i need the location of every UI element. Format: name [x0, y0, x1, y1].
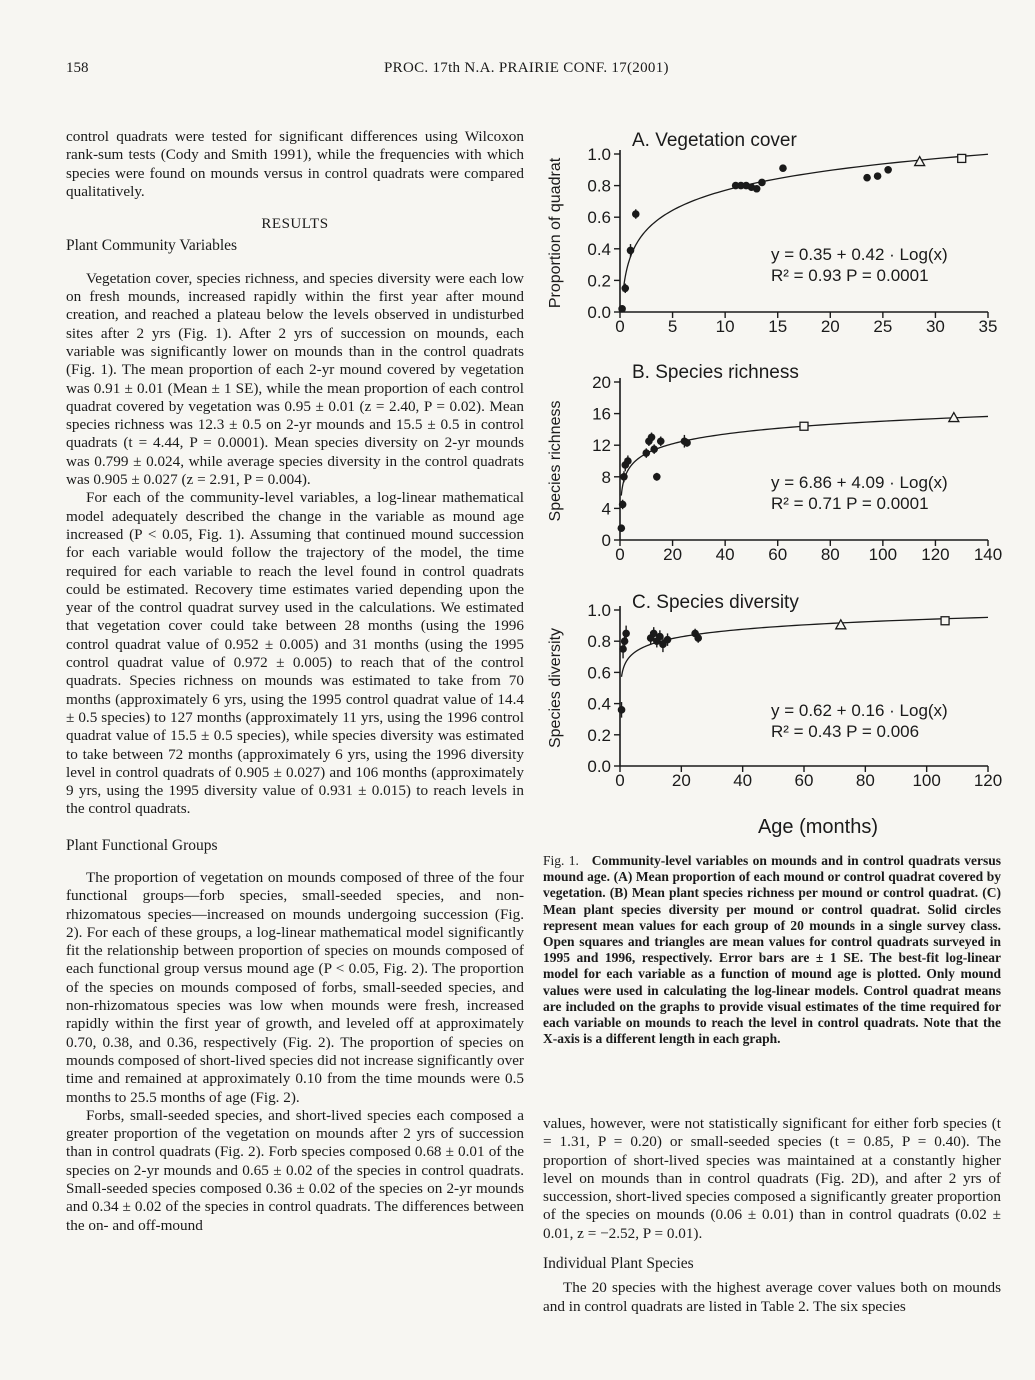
panel-2-y-tick-label: 0.4	[587, 694, 611, 714]
panel-0-title: A. Vegetation cover	[632, 130, 797, 151]
panel-2-y-tick-label: 0.0	[587, 757, 611, 776]
panel-1-x-tick-label: 0	[615, 545, 625, 564]
panel-2-x-tick-label: 120	[973, 771, 1003, 790]
panel-2-mound-point	[694, 634, 702, 642]
panel-1-control-1995-square	[800, 422, 808, 430]
panel-1-mound-point	[620, 473, 628, 481]
intro-paragraph: control quadrats were tested for significant differences using Wilcoxon rank-sum tests (Cody and Smith 1991), while the frequencies with which species were found on mounds versus in control quadrats were compared qualitatively.	[66, 128, 524, 200]
community-paragraph-1: Vegetation cover, species richness, and species diversity were each low on fresh mounds, increased rapidly within the first year after mound creation, and reached a plateau below the levels observed in undisturbed sites after 2 yrs (Fig. 1). After 2 yrs of succession on mounds, each variable was significantly lower on mounds than in the control quadrats (Fig. 1). The mean proportion of each 2-yr mound covered by vegetation was 0.91 ± 0.01 (Mean ± 1 SE), while the mean proportion of each control quadrat covered by vegetation was 0.95 ± 0.01 (z = 2.40, P = 0.02). Mean species richness was 12.3 ± 0.5 on 2-yr mounds and 15.5 ± 0.5 in control quadrats (t = 4.44, P = 0.0001). Mean species diversity on 2-yr mounds was 0.799 ± 0.024, while average species diversity in the control quadrats was 0.905 ± 0.027 (z = 2.91, P = 0.004).	[66, 269, 524, 489]
page-number: 158	[66, 60, 89, 76]
panel-2-mound-point	[622, 630, 630, 638]
functional-paragraph-2: Forbs, small-seeded species, and short-lived species each composed a greater proportion of the vegetation on mounds after 2 yrs of succession than in control quadrats (Fig. 2). Forb species composed 0.68 ± 0.01 of the species on 2-yr mounds and 0.65 ± 0.02 of the species in control quadrats. Small-seeded species composed 0.36 ± 0.02 of the species on 2-yr mounds and 0.34 ± 0.02 of the species in control quadrats. The differences between the on- and off-mound	[66, 1106, 524, 1234]
individual-heading: Individual Plant Species	[543, 1255, 694, 1273]
panel-1-y-tick-label: 8	[601, 467, 611, 487]
panel-1-stats: R² = 0.71 P = 0.0001	[771, 494, 929, 513]
panel-1-x-tick-label: 60	[768, 545, 788, 564]
panel-1-x-tick-label: 140	[973, 545, 1003, 564]
panel-2-equation: y = 0.62 + 0.16 · Log(x)	[771, 701, 948, 720]
panel-1-x-tick-label: 20	[663, 545, 683, 564]
panel-0-equation: y = 0.35 + 0.42 · Log(x)	[771, 245, 948, 264]
panel-1-mound-point	[657, 437, 665, 445]
panel-0-y-tick-label: 0.2	[587, 271, 611, 291]
panel-2-mound-point	[664, 636, 672, 644]
panel-0-mound-point	[618, 305, 626, 313]
panel-0-mound-point	[779, 164, 787, 172]
figure-caption	[543, 853, 1001, 1047]
panel-0-y-tick-label: 0.4	[587, 239, 611, 259]
panel-1-mound-point	[619, 501, 627, 509]
panel-1-y-tick-label: 0	[601, 531, 611, 550]
panel-1-y-tick-label: 12	[592, 436, 611, 456]
panel-1-mound-point	[683, 439, 691, 447]
panel-2-title: C. Species diversity	[632, 592, 799, 613]
figure-1	[538, 120, 1008, 850]
community-heading: Plant Community Variables	[66, 237, 238, 255]
caption-label: Fig. 1.	[543, 853, 579, 868]
panel-1-y-tick-label: 20	[592, 373, 611, 392]
right-column	[543, 1115, 1001, 1316]
panel-1-y-tick-label: 16	[592, 404, 611, 424]
panel-1-x-tick-label: 100	[868, 545, 898, 564]
panel-0-x-tick-label: 25	[873, 317, 893, 336]
panel-0-mound-point	[632, 210, 640, 218]
panel-2-y-tick-label: 0.2	[587, 725, 611, 745]
panel-0-control-1995-square	[958, 154, 966, 162]
panel-1-title: B. Species richness	[632, 362, 799, 383]
panel-0-y-tick-label: 0.8	[587, 176, 611, 196]
panel-2-x-tick-label: 0	[615, 771, 625, 790]
panel-1-y-axis-label: Species richness	[547, 400, 564, 522]
panel-0-mound-point	[874, 172, 882, 180]
panel-2-x-tick-label: 80	[855, 771, 875, 790]
panel-0-x-tick-label: 15	[768, 317, 788, 336]
panel-0-x-tick-label: 30	[925, 317, 945, 336]
panel-1-equation: y = 6.86 + 4.09 · Log(x)	[771, 473, 948, 492]
panel-1-x-tick-label: 120	[921, 545, 950, 564]
panel-2-stats: R² = 0.43 P = 0.006	[771, 722, 920, 741]
panel-0-x-tick-label: 0	[615, 317, 625, 336]
panel-2-mound-point	[618, 706, 626, 714]
panel-0-x-tick-label: 5	[667, 317, 678, 336]
panel-2-model-curve	[622, 617, 988, 676]
panel-1-mound-point	[650, 445, 658, 453]
panel-2-y-tick-label: 1.0	[587, 601, 611, 620]
panel-0-mound-point	[753, 185, 761, 193]
panel-0-x-tick-label: 35	[978, 317, 998, 336]
panel-2-x-tick-label: 40	[733, 771, 753, 790]
panel-2-control-1996-triangle	[836, 620, 846, 629]
panel-0-x-tick-label: 20	[820, 317, 840, 336]
panel-1-mound-point	[642, 449, 650, 457]
panel-2-y-axis-label: Species diversity	[547, 627, 564, 749]
individual-paragraph: The 20 species with the highest average cover values both on mounds and in control quadrats are listed in Table 2. The six species	[543, 1279, 1001, 1315]
results-heading: RESULTS	[261, 216, 329, 233]
left-column	[66, 128, 524, 1235]
functional-heading: Plant Functional Groups	[66, 836, 218, 854]
continuation-paragraph: values, however, were not statistically significant for either forb species (t = 1.31, P = 0.20) or small-seeded species (t = 0.85, P = 0.40). The proportion of short-lived species was maintained at a constantly higher level on mounds than in control quadrats (Fig. 2D), and after 2 yrs of succession, short-lived species composed a significantly greater proportion of the species on mounds (0.06 ± 0.01) than in control quadrats (0.02 ± 0.01, z = −2.52, P = 0.01).	[543, 1115, 1001, 1242]
x-axis-label: Age (months)	[757, 816, 879, 838]
running-header: PROC. 17th N.A. PRAIRIE CONF. 17(2001)	[384, 60, 669, 76]
figure-1-plots	[538, 120, 1008, 850]
panel-0-y-axis-label: Proportion of quadrat	[547, 157, 564, 309]
panel-0-x-tick-label: 10	[715, 317, 735, 336]
panel-2-x-tick-label: 20	[671, 771, 691, 790]
panel-0-stats: R² = 0.93 P = 0.0001	[771, 266, 929, 285]
panel-0-mound-point	[884, 166, 892, 174]
panel-1-mound-point	[653, 473, 661, 481]
panel-0-mound-point	[627, 247, 635, 255]
panel-1-x-tick-label: 80	[820, 545, 840, 564]
panel-0-y-tick-label: 1.0	[587, 145, 611, 164]
panel-1-mound-point	[624, 457, 632, 465]
panel-1-mound-point	[618, 524, 626, 532]
caption-text: Community-level variables on mounds and in control quadrats versus mound age. (A) Mean proportion of each mound or control quadrat covered by vegetation. (B) Mean plant species richness per mound or control quadrat. (C) Mean plant species diversity per mound or control quadrat. Solid circles represent mean values for each group of 20 mounds in a single survey class. Open squares and triangles are mean values for control quadrats surveyed in 1995 and 1996, respectively. Error bars are ± 1 SE. The best-fit log-linear model for each variable as a function of mound age is plotted. Only mound values were used in calculating the log-linear models. Control quadrat means are included on the graphs to provide visual estimates of the time required for each variable on mounds to reach the level in control quadrats. Note that the X-axis is a different length in each graph.	[543, 853, 1002, 1047]
panel-0-mound-point	[758, 179, 766, 187]
panel-1-x-tick-label: 40	[715, 545, 735, 564]
panel-2-mound-point	[619, 645, 627, 653]
panel-0-y-tick-label: 0.0	[587, 303, 611, 322]
panel-2-x-tick-label: 100	[912, 771, 941, 790]
functional-paragraph-1: The proportion of vegetation on mounds composed of three of the four functional groups—forb species, small-seeded species, and non-rhizomatous species—increased on mounds undergoing succession (Fig. 2). For each of these groups, a log-linear mathematical model significantly fit the relationship between proportion of species on mounds composed of each functional group versus mound age (P < 0.05, Fig. 2). The proportion of the species on mounds composed of forbs, small-seeded species, and non-rhizomatous species was low when mounds were fresh, increased rapidly within the first year of growth, and leveled off at approximately 0.70, 0.38, and 0.36, respectively (Fig. 2). The proportion of species on mounds composed of short-lived species did not increase significantly over time and remained at approximately 0.10 from the time mounds were 0.5 months to 25.5 months of age (Fig. 2).	[66, 868, 524, 1106]
panel-0-mound-point	[863, 174, 871, 182]
panel-2-y-tick-label: 0.8	[587, 632, 611, 652]
community-paragraph-2: For each of the community-level variables, a log-linear mathematical model adequately described the change in the variable as mound age increased (P < 0.05, Fig. 1). Assuming that continued mound succession for each variable would follow the trajectory of the model, the time required for each variable to reach the level found in control quadrats could be estimated. Recovery time estimates varied depending upon the year of the control quadrat survey used in the calculations. We estimated that vegetation cover could take between 28 months (using the 1996 control quadrat value of 0.952 ± 0.005) and 31 months (using the 1995 control quadrat value of 0.972 ± 0.005) to reach that of the control quadrats. Species richness on mounds was estimated to take from 70 months (approximately 6 yrs, using the 1995 control quadrat value of 14.4 ± 0.5 species) to 127 months (approximately 11 yrs, using the 1996 control quadrat value of 15.5 ± 0.5 species), while species diversity was estimated to take between 72 months (approximately 6 yrs, using the 1996 diversity level in control quadrats of 0.905 ± 0.027) and 106 months (approximately 9 yrs, using the 1995 diversity value of 0.931 ± 0.015) to reach levels in the control quadrats.	[66, 489, 524, 818]
panel-1-y-tick-label: 4	[601, 499, 611, 519]
panel-0-mound-point	[621, 285, 629, 293]
panel-2-x-tick-label: 60	[794, 771, 814, 790]
panel-2-control-1995-square	[941, 617, 949, 625]
panel-2-mound-point	[621, 637, 629, 645]
panel-1-mound-point	[648, 434, 656, 442]
panel-2-y-tick-label: 0.6	[587, 663, 611, 683]
panel-0-y-tick-label: 0.6	[587, 208, 611, 228]
